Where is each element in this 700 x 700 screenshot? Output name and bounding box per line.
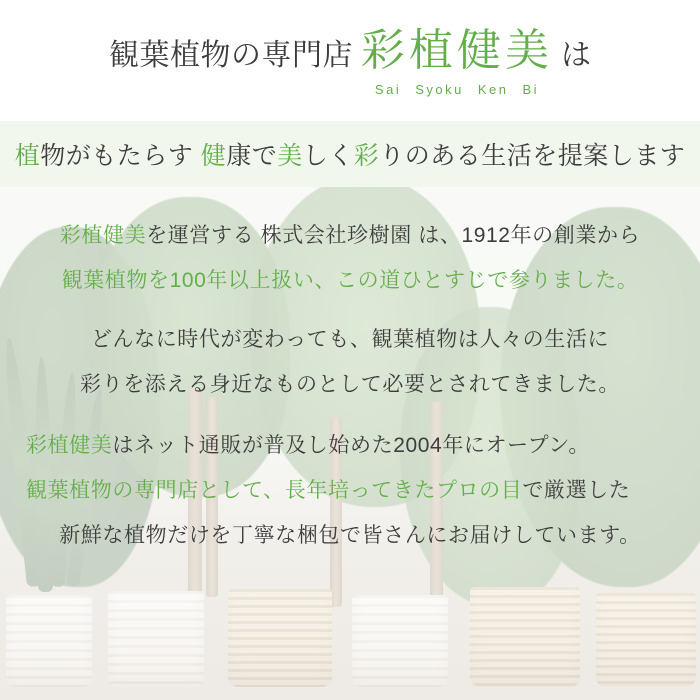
paragraph-1-line-1-green: 彩植健美 — [59, 224, 147, 247]
subheadline-seg-2: 物がもたらす — [40, 142, 201, 170]
brand-kanji-text — [361, 26, 553, 75]
header-headline — [109, 26, 591, 97]
subheadline-seg-6: しく — [302, 142, 354, 170]
paragraph-2-line-1 — [18, 329, 682, 350]
body-copy — [0, 187, 700, 700]
brand-kanji-1: 彩 — [361, 26, 409, 75]
subheadline-seg-7: 彩 — [353, 142, 380, 170]
paragraph-2-line-2-plain: 彩りを添える身近なものとして必要とされてきました。 — [80, 373, 620, 396]
paragraph-3 — [18, 435, 682, 546]
paragraph-2-line-2 — [18, 374, 682, 395]
brand-romaji-3: Ken — [477, 82, 509, 97]
subheadline-seg-4: 康で — [226, 142, 278, 170]
paragraph-1-line-1 — [18, 225, 682, 246]
brand-romaji-1: Sai — [374, 82, 402, 97]
subheadline-seg-5: 美 — [277, 142, 303, 170]
brand-logo — [361, 26, 553, 97]
subheadline-seg-3: 健 — [200, 142, 227, 170]
header-suffix-text: は — [561, 39, 591, 72]
header-prefix-text: 観葉植物の専門店 — [109, 39, 353, 72]
plants-photo-background — [0, 187, 700, 700]
paragraph-3-line-2-plain: で厳選した — [522, 479, 631, 502]
paragraph-2-line-1-plain: どんなに時代が変わっても、観葉植物は人々の生活に — [90, 328, 610, 351]
paragraph-3-line-1 — [18, 435, 682, 456]
paragraph-1 — [18, 225, 682, 291]
paragraph-3-line-3 — [18, 525, 682, 546]
paragraph-3-line-2-green: 観葉植物の専門店として、長年培ってきたプロの目 — [26, 479, 523, 502]
brand-romaji-text — [375, 82, 539, 97]
header-banner — [0, 0, 700, 120]
paragraph-1-line-2-green: 観葉植物を100年以上扱い、この道ひとすじで参りました。 — [61, 269, 639, 292]
paragraph-1-line-1-plain: を運営する 株式会社珍樹園 は、1912年の創業から — [146, 224, 641, 247]
subheadline-text — [15, 136, 686, 172]
paragraph-3-line-1-green: 彩植健美 — [26, 434, 113, 457]
brand-kanji-2: 植 — [409, 26, 457, 75]
subheadline-seg-8: りのある生活を提案します — [379, 142, 686, 170]
paragraph-2 — [18, 329, 682, 395]
brand-kanji-3: 健 — [457, 26, 505, 75]
paragraph-3-line-1-plain: はネット通販が普及し始めた2004年にオープン。 — [112, 434, 590, 457]
brand-romaji-2: Syoku — [415, 82, 464, 97]
paragraph-3-line-3-plain: 新鮮な植物だけを丁寧な梱包で皆さんにお届けしています。 — [59, 524, 641, 547]
paragraph-3-line-2 — [18, 480, 682, 501]
subheadline-band — [0, 120, 700, 187]
brand-kanji-4: 美 — [505, 26, 553, 75]
paragraph-1-line-2 — [18, 270, 682, 291]
brand-romaji-4: Bi — [522, 82, 540, 97]
subheadline-seg-1: 植 — [14, 142, 41, 170]
